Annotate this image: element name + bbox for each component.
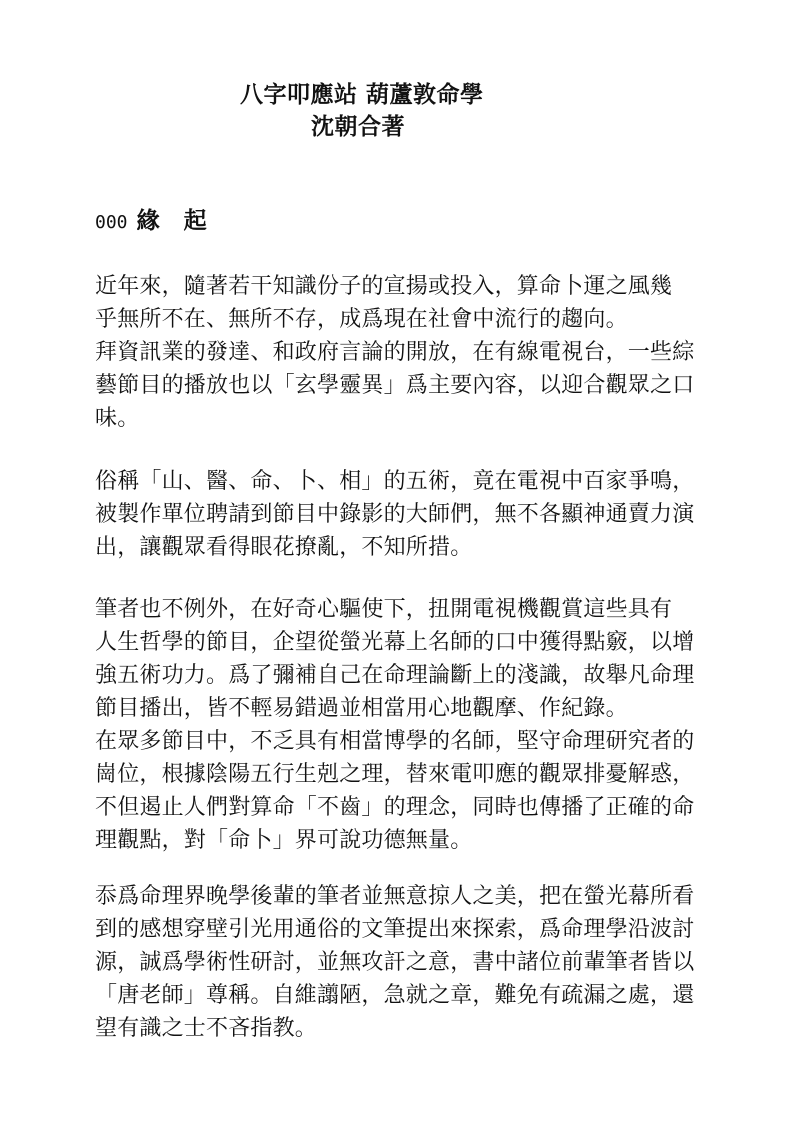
paragraph-line: 到的感想穿壁引光用通俗的文筆提出來探索，爲命理學沿波討: [95, 917, 695, 942]
paragraph-line: 節目播出，皆不輕易錯過並相當用心地觀摩、作紀錄。: [95, 696, 628, 721]
paragraph-line: 被製作單位聘請到節目中錄影的大師們，無不各顯神通賣力演: [95, 502, 695, 527]
section-number: 000: [95, 212, 128, 233]
paragraph-line: 乎無所不在、無所不存，成爲現在社會中流行的趨向。: [95, 307, 628, 332]
paragraph-line: 忝爲命理界晚學後輩的筆者並無意掠人之美，把在螢光幕所看: [95, 884, 695, 909]
paragraph-line: 望有識之士不吝指教。: [95, 1016, 318, 1041]
book-title: 八字叩應站 葫蘆敦命學: [240, 82, 484, 108]
paragraph-line: 強五術功力。爲了彌補自己在命理論斷上的淺識，故舉凡命理: [95, 663, 695, 688]
paragraph-2: [95, 465, 740, 564]
paragraph-line: 拜資訊業的發達、和政府言論的開放，在有線電視台，一些綜: [95, 340, 695, 365]
author-line: 沈朝合著: [311, 114, 405, 140]
paragraph-4: [95, 880, 740, 1045]
paragraph-line: 在眾多節目中，不乏具有相當博學的名師，堅守命理研究者的: [95, 729, 695, 754]
paragraph-line: 出，讓觀眾看得眼花撩亂，不知所措。: [95, 535, 473, 560]
section-heading: [95, 206, 215, 238]
paragraph-line: 崗位，根據陰陽五行生剋之理，替來電叩應的觀眾排憂解惑，: [95, 762, 695, 787]
section-title: 緣 起: [136, 208, 215, 234]
paragraph-line: 近年來，隨著若干知識份子的宣揚或投入，算命卜運之風幾: [95, 274, 673, 299]
paragraph-line: 理觀點，對「命卜」界可說功德無量。: [95, 828, 473, 853]
paragraph-line: 人生哲學的節目，企望從螢光幕上名師的口中獲得點竅，以增: [95, 630, 695, 655]
paragraph-1: [95, 270, 740, 435]
paragraph-line: 源，誠爲學術性研討，並無攻訐之意，書中諸位前輩筆者皆以: [95, 950, 695, 975]
paragraph-line: 俗稱「山、醫、命、卜、相」的五術，竟在電視中百家爭鳴，: [95, 469, 695, 494]
paragraph-line: 筆者也不例外，在好奇心驅使下，扭開電視機觀賞這些具有: [95, 597, 673, 622]
paragraph-line: 味。: [95, 406, 140, 431]
paragraph-line: 「唐老師」尊稱。自維譾陋，急就之章，難免有疏漏之處，還: [95, 983, 695, 1008]
paragraph-3: [95, 593, 740, 857]
paragraph-line: 不但遏止人們對算命「不齒」的理念，同時也傳播了正確的命: [95, 795, 695, 820]
paragraph-line: 藝節目的播放也以「玄學靈異」爲主要內容，以迎合觀眾之口: [95, 373, 695, 398]
